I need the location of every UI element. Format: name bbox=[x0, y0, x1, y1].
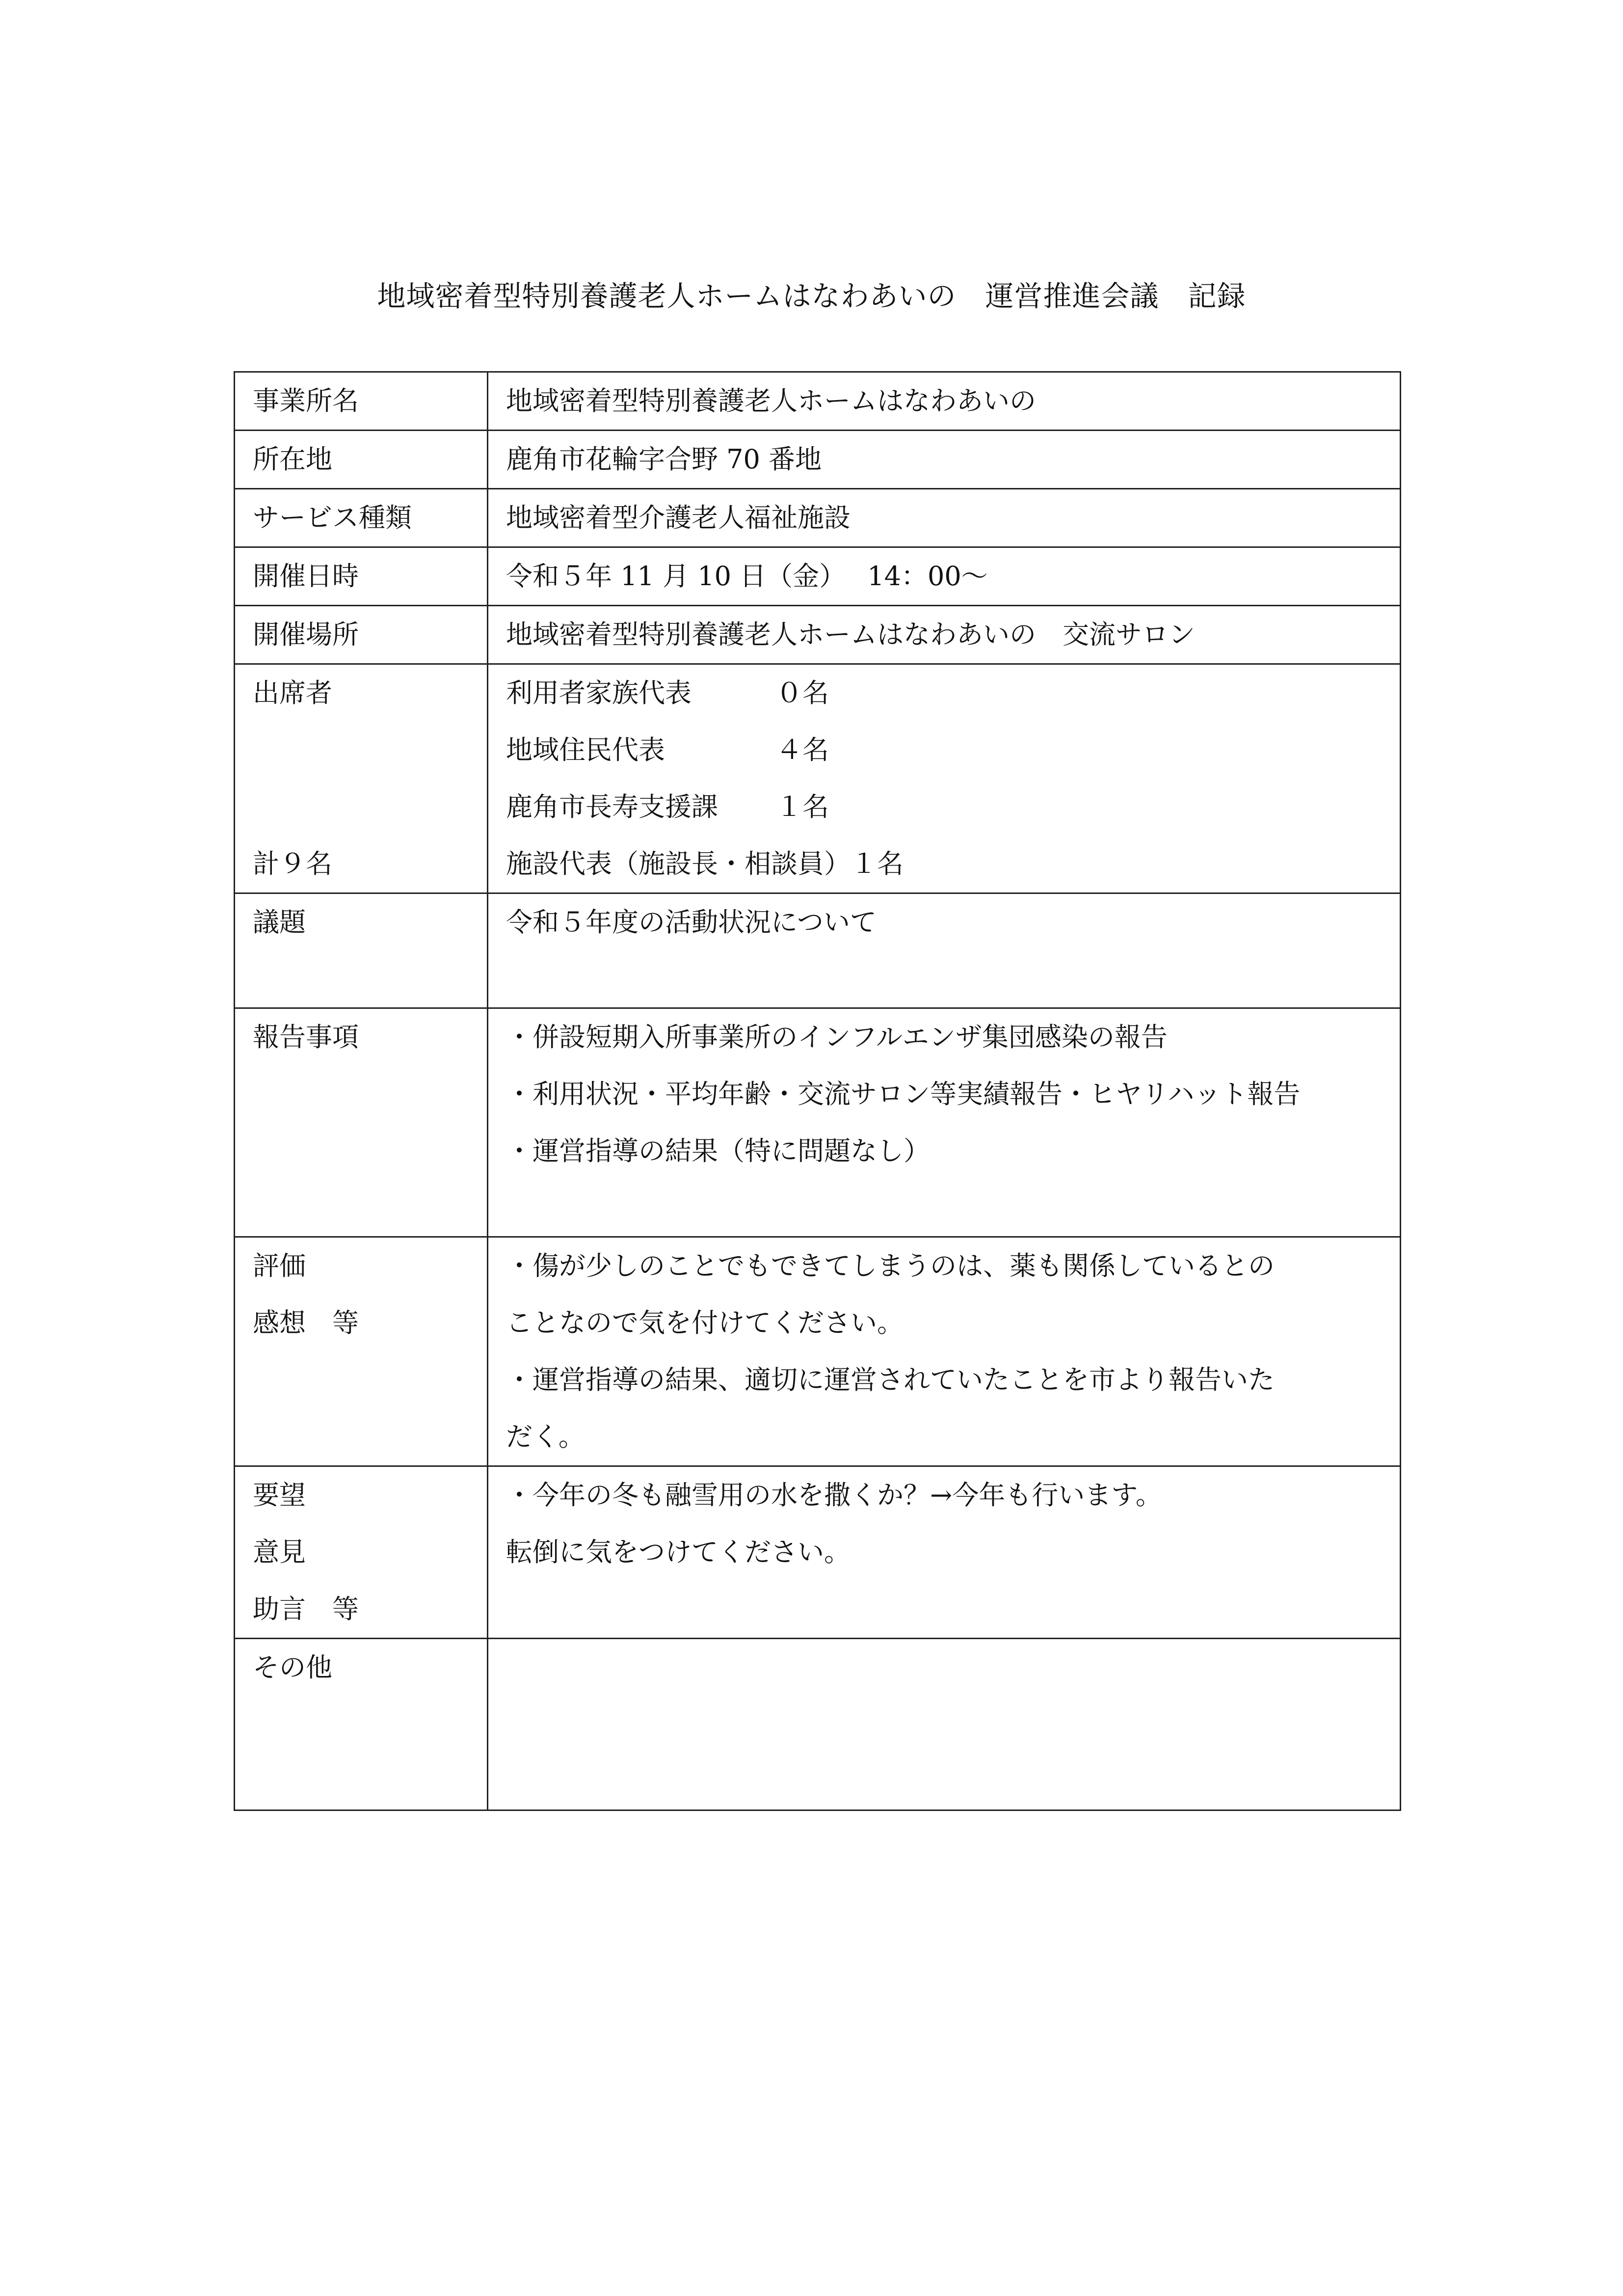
label-attendees-cell bbox=[235, 664, 488, 893]
evaluation-line: ・傷が少しのことでもできてしまうのは、薬も関係しているとの bbox=[506, 1250, 1275, 1281]
value-venue: 地域密着型特別養護老人ホームはなわあいの 交流サロン bbox=[488, 606, 1401, 664]
evaluation-line: ことなので気を付けてください。 bbox=[506, 1307, 904, 1338]
label-agenda: 議題 bbox=[235, 893, 488, 1008]
attendee-count: ４名 bbox=[776, 734, 829, 765]
label-requests bbox=[235, 1466, 488, 1639]
value-evaluation bbox=[488, 1237, 1401, 1466]
value-office: 地域密着型特別養護老人ホームはなわあいの bbox=[488, 372, 1401, 431]
value-location: 鹿角市花輪字合野 70 番地 bbox=[488, 431, 1401, 489]
row-other bbox=[235, 1639, 1401, 1810]
meeting-record-table bbox=[234, 371, 1401, 1811]
row-location bbox=[235, 431, 1401, 489]
label-datetime: 開催日時 bbox=[235, 547, 488, 606]
evaluation-label-line: 感想 等 bbox=[253, 1307, 359, 1338]
label-other: その他 bbox=[235, 1639, 488, 1810]
value-requests bbox=[488, 1466, 1401, 1639]
report-line: ・運営指導の結果（特に問題なし） bbox=[506, 1135, 930, 1166]
attendee-name: 利用者家族代表 bbox=[506, 677, 692, 708]
row-report bbox=[235, 1008, 1401, 1237]
requests-label-line: 意見 bbox=[253, 1537, 306, 1567]
attendee-item bbox=[506, 836, 1400, 892]
requests-line: ・今年の冬も融雪用の水を撒くか？→今年も行います。 bbox=[506, 1480, 1162, 1511]
attendees-list bbox=[488, 664, 1401, 893]
evaluation-line: ・運営指導の結果、適切に運営されていたことを市より報告いた bbox=[506, 1364, 1275, 1395]
attendee-item bbox=[506, 779, 1400, 836]
page-title: 地域密着型特別養護老人ホームはなわあいの 運営推進会議 記録 bbox=[377, 279, 1246, 313]
attendee-item bbox=[506, 722, 1400, 779]
value-service: 地域密着型介護老人福祉施設 bbox=[488, 489, 1401, 547]
attendee-item bbox=[506, 665, 1400, 722]
evaluation-label-line: 評価 bbox=[253, 1250, 306, 1281]
row-datetime bbox=[235, 547, 1401, 606]
report-line: ・利用状況・平均年齢・交流サロン等実績報告・ヒヤリハット報告 bbox=[506, 1079, 1301, 1109]
requests-line: 転倒に気をつけてください。 bbox=[506, 1537, 851, 1567]
value-datetime: 令和５年 11 月 10 日（金） 14：00～ bbox=[488, 547, 1401, 606]
label-evaluation bbox=[235, 1237, 488, 1466]
attendee-count: １名 bbox=[851, 848, 904, 879]
attendee-name: 施設代表（施設長・相談員） bbox=[506, 848, 851, 879]
row-venue bbox=[235, 606, 1401, 664]
row-service bbox=[235, 489, 1401, 547]
attendees-total: 計９名 bbox=[253, 848, 332, 879]
label-report: 報告事項 bbox=[235, 1008, 488, 1237]
row-requests bbox=[235, 1466, 1401, 1639]
label-attendees: 出席者 bbox=[253, 677, 332, 708]
requests-label-line: 助言 等 bbox=[253, 1594, 359, 1624]
row-attendees bbox=[235, 664, 1401, 893]
report-line: ・併設短期入所事業所のインフルエンザ集団感染の報告 bbox=[506, 1022, 1168, 1053]
attendee-name: 鹿角市長寿支援課 bbox=[506, 791, 718, 822]
row-agenda bbox=[235, 893, 1401, 1008]
label-venue: 開催場所 bbox=[235, 606, 488, 664]
label-office: 事業所名 bbox=[235, 372, 488, 431]
attendee-count: ０名 bbox=[776, 677, 829, 708]
value-report bbox=[488, 1008, 1401, 1237]
evaluation-line: だく。 bbox=[506, 1421, 585, 1452]
value-agenda: 令和５年度の活動状況について bbox=[488, 893, 1401, 1008]
row-office bbox=[235, 372, 1401, 431]
label-service: サービス種類 bbox=[235, 489, 488, 547]
label-location: 所在地 bbox=[235, 431, 488, 489]
attendee-name: 地域住民代表 bbox=[506, 734, 665, 765]
value-other bbox=[488, 1639, 1401, 1810]
attendee-count: １名 bbox=[776, 791, 829, 822]
row-evaluation bbox=[235, 1237, 1401, 1466]
requests-label-line: 要望 bbox=[253, 1480, 306, 1511]
